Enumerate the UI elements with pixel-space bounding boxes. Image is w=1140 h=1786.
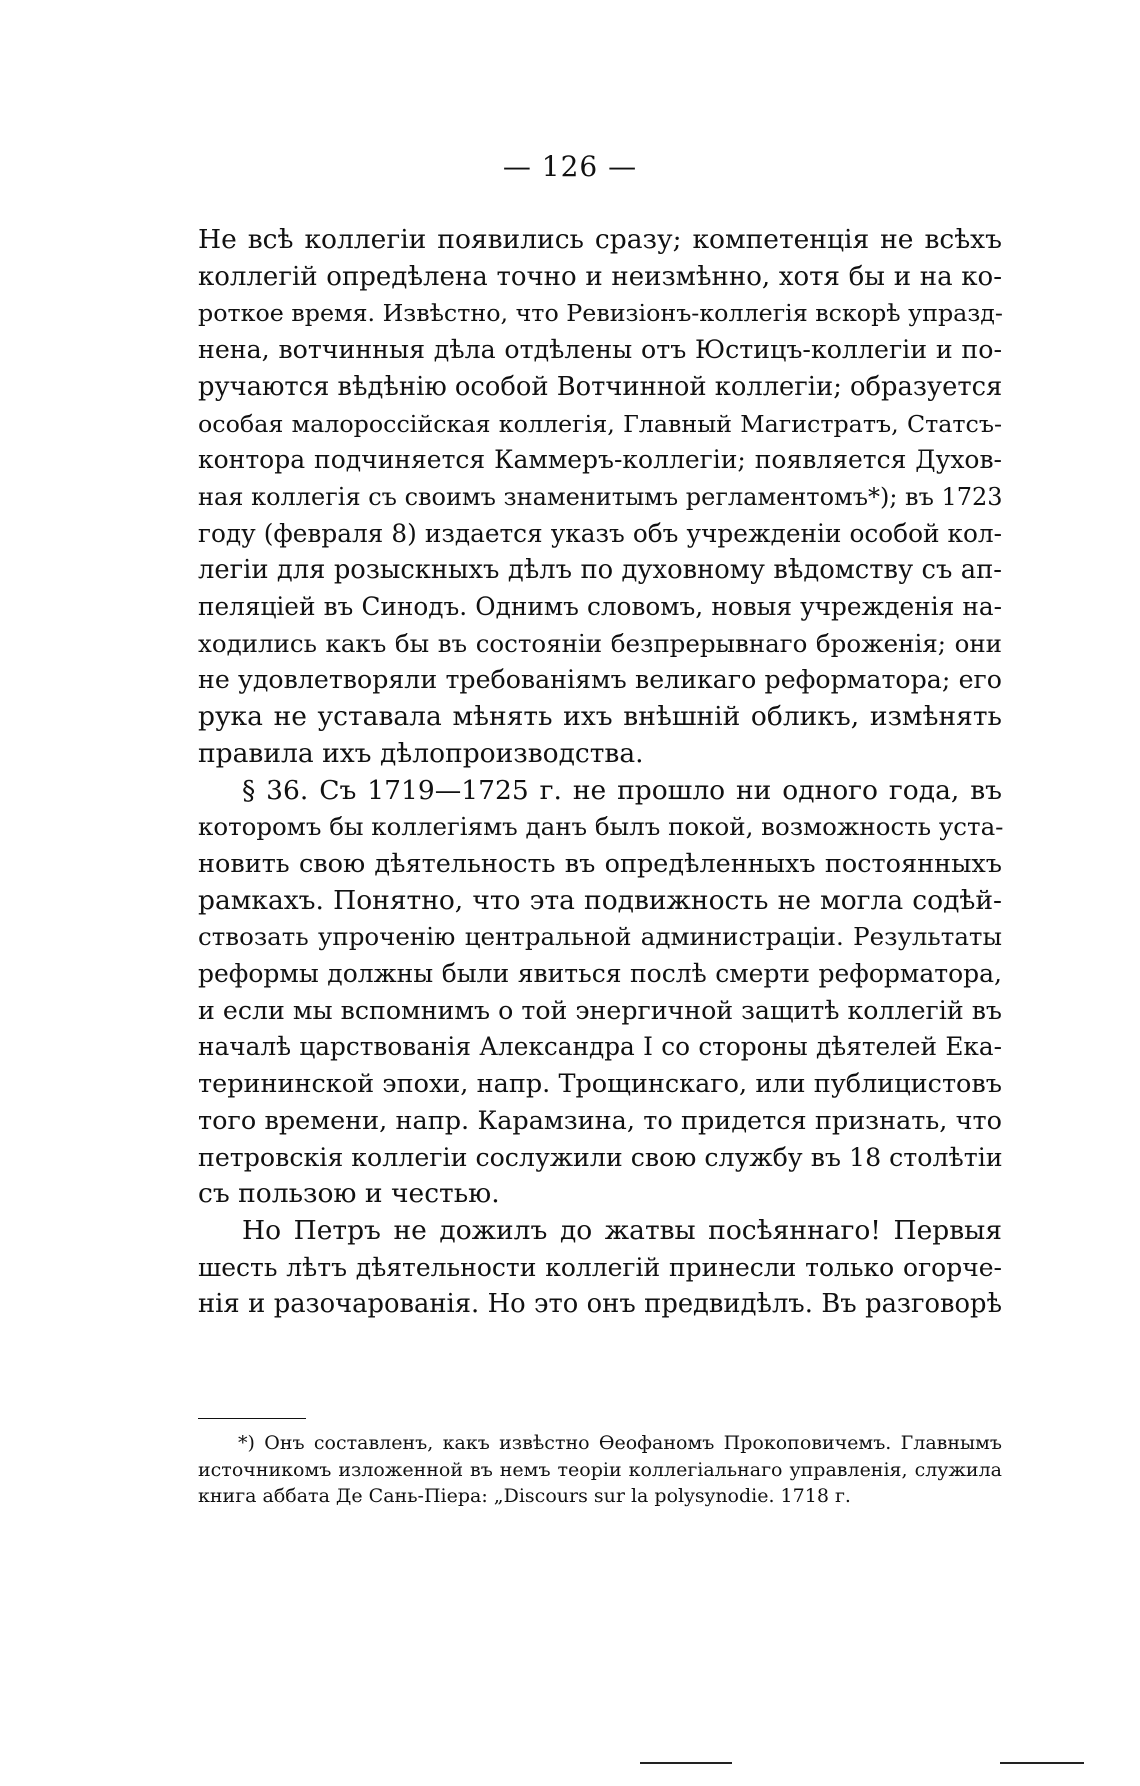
text-line: рамкахъ. Понятно, что эта подвижность не могла содѣй- — [198, 884, 1002, 916]
text-line: началѣ царствованія Александра I со стороны дѣятелей Ека- — [198, 1032, 1002, 1062]
footnote — [198, 1430, 1002, 1510]
footnote-line: книга аббата Де Сань-Піера: „Discours sur la polysynodie. 1718 г. — [198, 1485, 851, 1507]
text-line: нія и разочарованія. Но это онъ предвидѣлъ. Въ разговорѣ — [198, 1289, 1002, 1320]
text-line: того времени, напр. Карамзина, то придется признать, что — [198, 1105, 1002, 1136]
text-line: которомъ бы коллегіямъ данъ былъ покой, возможность уста- — [198, 812, 1004, 842]
text-line: правила ихъ дѣлопроизводства. — [198, 737, 644, 769]
text-line: легіи для розыскныхъ дѣлъ по духовному вѣдомству съ ап- — [198, 555, 1002, 586]
text-line: новить свою дѣятельность въ опредѣленныхъ постоянныхъ — [198, 848, 1002, 879]
text-line: ручаются вѣдѣнію особой Вотчинной коллегіи; образуется — [198, 371, 1003, 402]
text-line: рука не уставала мѣнять ихъ внѣшній обликъ, измѣнять — [198, 701, 1002, 733]
text-line: нена, вотчинныя дѣла отдѣлены отъ Юстицъ-коллегіи и по- — [198, 335, 1002, 365]
text-line: съ пользою и честью. — [198, 1178, 500, 1210]
text-line: реформы должны были явиться послѣ смерти реформатора, — [198, 959, 1002, 989]
text-line: не удовлетворяли требованіямъ великаго реформатора; его — [198, 665, 1002, 695]
scan-mark — [640, 1762, 732, 1764]
footnote-line: *) Онъ составленъ, какъ извѣстно Ѳеофаномъ Прокоповичемъ. Главнымъ — [238, 1432, 1002, 1454]
text-line: Но Петръ не дожилъ до жатвы посѣяннаго! Первыя — [242, 1214, 1002, 1246]
text-line: ная коллегія съ своимъ знаменитымъ регламентомъ*); въ 1723 — [198, 482, 1003, 511]
text-line: пеляціей въ Синодъ. Однимъ словомъ, новыя учрежденія на- — [198, 592, 1002, 622]
footnote-line: источникомъ изложенной въ немъ теоріи коллегіальнаго управленія, служила — [198, 1458, 1002, 1481]
text-line: терининской эпохи, напр. Трощинскаго, или публицистовъ — [198, 1069, 1002, 1100]
text-line: § 36. Съ 1719—1725 г. не прошло ни одного года, въ — [242, 774, 1002, 806]
paragraph-3 — [198, 1213, 1002, 1323]
page-number: — 126 — — [502, 150, 638, 183]
text-line: контора подчиняется Каммеръ-коллегіи; появляется Духов- — [198, 445, 1002, 475]
text-line: Не всѣ коллегіи появились сразу; компетенція не всѣхъ — [198, 224, 1002, 255]
text-line: году (февраля 8) издается указъ объ учрежденіи особой кол- — [198, 518, 1002, 548]
scan-mark — [1000, 1762, 1084, 1764]
text-line: петровскія коллегіи сослужили свою службу въ 18 столѣтіи — [198, 1142, 1003, 1172]
text-line: и если мы вспомнимъ о той энергичной защитѣ коллегій въ — [198, 995, 1002, 1025]
text-line: шесть лѣтъ дѣятельности коллегій принесли только огорче- — [198, 1252, 1002, 1282]
paragraph-2 — [198, 773, 1002, 1213]
footnote-divider — [198, 1418, 306, 1419]
text-line: особая малороссійская коллегія, Главный Магистратъ, Статсъ- — [198, 409, 1002, 438]
text-line: ствозать упроченію центральной администраціи. Результаты — [198, 922, 1002, 952]
body-text — [198, 222, 1002, 1323]
text-line: роткое время. Извѣстно, что Ревизіонъ-коллегія вскорѣ упразд- — [198, 299, 1003, 328]
text-line: ходились какъ бы въ состояніи безпрерывнаго броженія; они — [198, 628, 1002, 658]
paragraph-1 — [198, 222, 1002, 773]
text-line: коллегій опредѣлена точно и неизмѣнно, хотя бы и на ко- — [198, 261, 1002, 292]
